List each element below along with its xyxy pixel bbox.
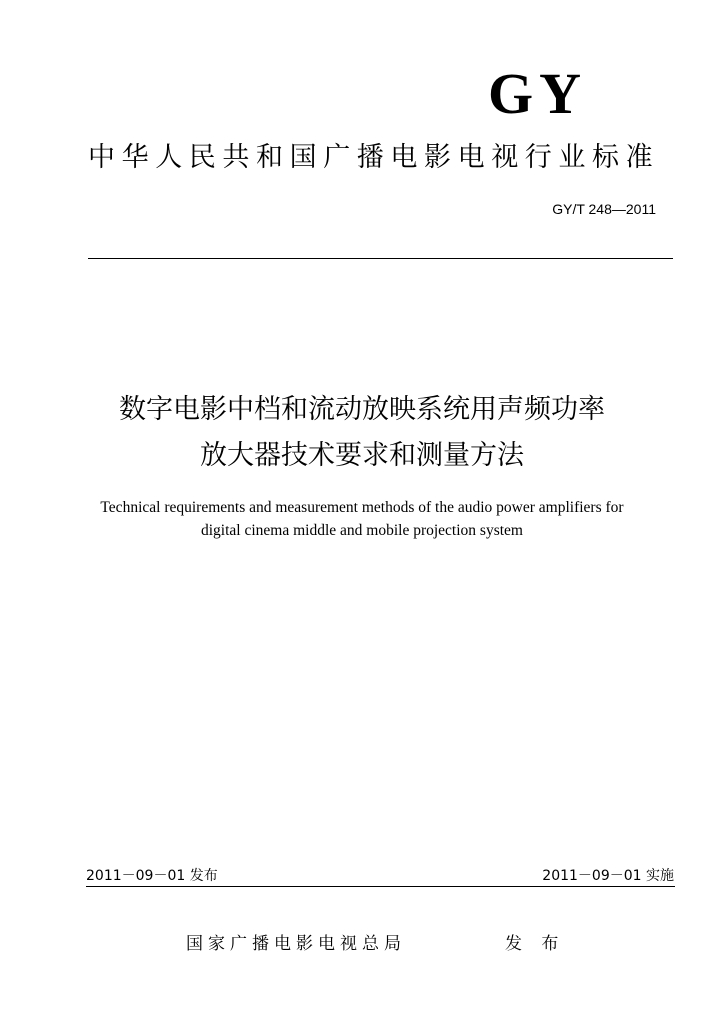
title-english-line-1: Technical requirements and measurement methods of the audio power amplifiers for xyxy=(100,499,624,516)
gy-logo-mark: GY xyxy=(488,61,587,126)
title-chinese-line-1: 数字电影中档和流动放映系统用声频功率 xyxy=(119,394,605,425)
standard-heading: 中华人民共和国广播电影电视行业标准 xyxy=(88,142,660,173)
bottom-divider xyxy=(86,886,675,887)
standard-number: GY/T 248—2011 xyxy=(552,201,656,217)
issue-label: 发 布 xyxy=(505,934,566,954)
publish-date: 2011－09－01 发布 xyxy=(86,868,218,884)
issuing-authority: 国家广播电影电视总局 xyxy=(186,934,406,954)
title-chinese-line-2: 放大器技术要求和测量方法 xyxy=(200,440,524,471)
top-divider xyxy=(88,258,673,259)
title-english-line-2: digital cinema middle and mobile projection system xyxy=(201,522,523,539)
implement-date: 2011－09－01 实施 xyxy=(542,868,674,884)
